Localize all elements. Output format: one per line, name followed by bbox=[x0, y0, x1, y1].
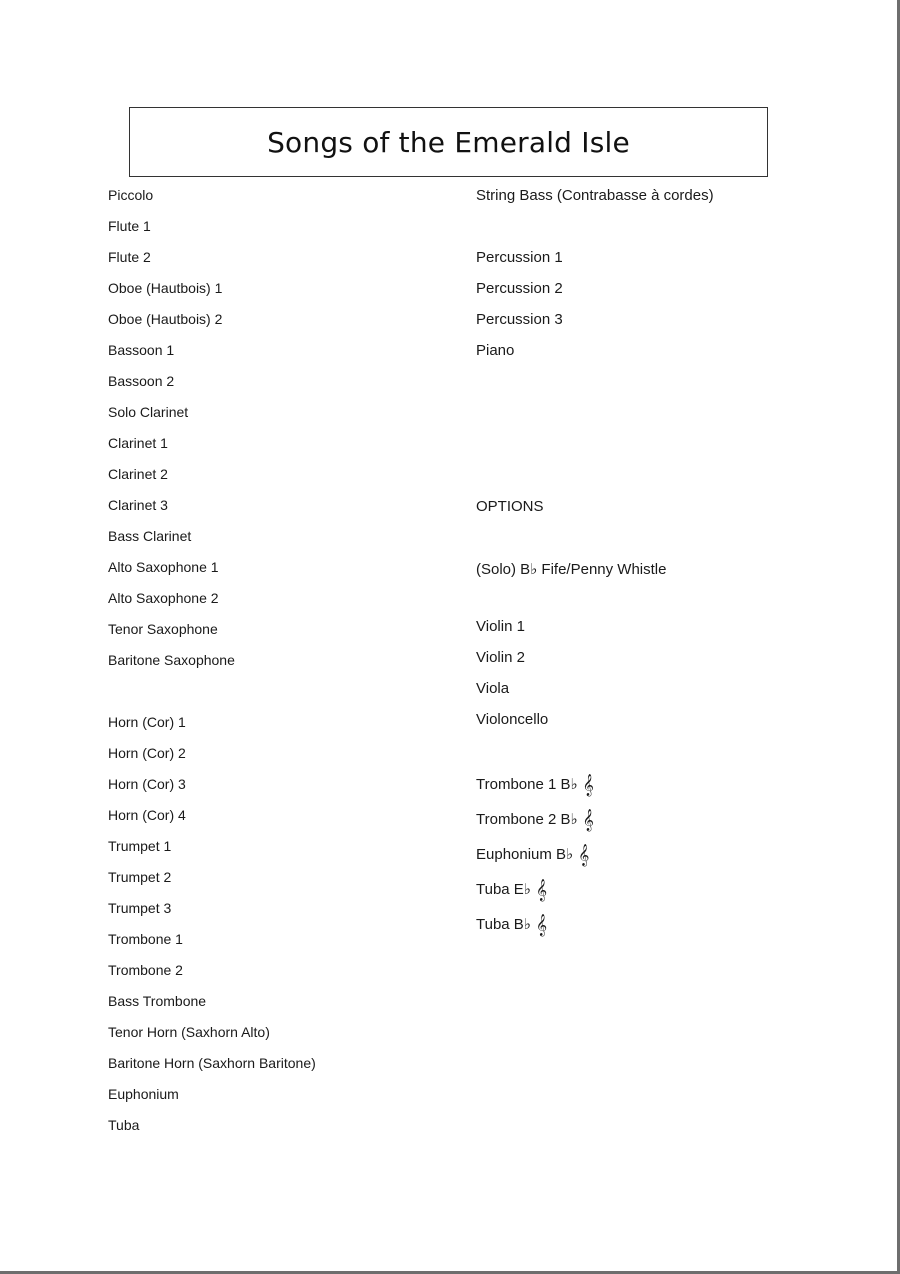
part-bass-trombone: Bass Trombone bbox=[108, 993, 207, 1009]
part-viola: Viola bbox=[476, 680, 510, 697]
part-flute-1: Flute 1 bbox=[108, 218, 151, 234]
part-tuba: Tuba bbox=[108, 1117, 140, 1133]
title-box bbox=[129, 107, 768, 177]
part-bass-clarinet: Bass Clarinet bbox=[108, 528, 192, 544]
part-tenor-horn: Tenor Horn (Saxhorn Alto) bbox=[108, 1024, 270, 1040]
part-horn-3: Horn (Cor) 3 bbox=[108, 776, 186, 792]
part-bassoon-2: Bassoon 2 bbox=[108, 373, 175, 389]
part-trombone-1: Trombone 1 bbox=[108, 931, 183, 947]
part-clarinet-2: Clarinet 2 bbox=[108, 466, 168, 482]
options-heading: OPTIONS bbox=[476, 498, 544, 515]
part-horn-1: Horn (Cor) 1 bbox=[108, 714, 186, 730]
part-tuba-eb-treble bbox=[476, 879, 547, 899]
part-clarinet-3: Clarinet 3 bbox=[108, 497, 168, 513]
part-trombone-2: Trombone 2 bbox=[108, 962, 183, 978]
part-string-bass: String Bass (Contrabasse à cordes) bbox=[476, 187, 714, 204]
part-solo-clarinet: Solo Clarinet bbox=[108, 404, 189, 420]
part-baritone-horn: Baritone Horn (Saxhorn Baritone) bbox=[108, 1055, 316, 1071]
part-trumpet-3: Trumpet 3 bbox=[108, 900, 172, 916]
part-piccolo: Piccolo bbox=[108, 187, 154, 203]
page-title: Songs of the Emerald Isle bbox=[267, 125, 630, 159]
part-tuba-bb-treble bbox=[476, 914, 547, 934]
part-label: Trombone 2 B♭ bbox=[476, 811, 578, 828]
part-flute-2: Flute 2 bbox=[108, 249, 151, 265]
part-trombone-2-treble bbox=[476, 809, 594, 829]
part-alto-sax-2: Alto Saxophone 2 bbox=[108, 590, 219, 606]
part-label: Euphonium B♭ bbox=[476, 846, 574, 863]
part-horn-2: Horn (Cor) 2 bbox=[108, 745, 186, 761]
part-percussion-1: Percussion 1 bbox=[476, 249, 563, 266]
treble-clef-icon: 𝄞 bbox=[535, 914, 548, 936]
treble-clef-icon: 𝄞 bbox=[582, 774, 594, 796]
part-alto-sax-1: Alto Saxophone 1 bbox=[108, 559, 219, 575]
part-oboe-2: Oboe (Hautbois) 2 bbox=[108, 311, 223, 327]
part-baritone-sax: Baritone Saxophone bbox=[108, 652, 235, 668]
part-label: Tuba B♭ bbox=[476, 916, 531, 933]
part-violoncello: Violoncello bbox=[476, 711, 549, 728]
part-euphonium: Euphonium bbox=[108, 1086, 179, 1102]
part-trombone-1-treble bbox=[476, 774, 594, 794]
treble-clef-icon: 𝄞 bbox=[535, 879, 548, 901]
treble-clef-icon: 𝄞 bbox=[582, 809, 594, 831]
part-clarinet-1: Clarinet 1 bbox=[108, 435, 168, 451]
part-percussion-3: Percussion 3 bbox=[476, 311, 563, 328]
part-oboe-1: Oboe (Hautbois) 1 bbox=[108, 280, 223, 296]
treble-clef-icon: 𝄞 bbox=[578, 844, 590, 866]
part-violin-1: Violin 1 bbox=[476, 618, 525, 635]
part-percussion-2: Percussion 2 bbox=[476, 280, 563, 297]
part-bassoon-1: Bassoon 1 bbox=[108, 342, 175, 358]
part-tenor-sax: Tenor Saxophone bbox=[108, 621, 218, 637]
part-label: Tuba E♭ bbox=[476, 881, 531, 898]
part-horn-4: Horn (Cor) 4 bbox=[108, 807, 186, 823]
part-label: Trombone 1 B♭ bbox=[476, 776, 578, 793]
part-piano: Piano bbox=[476, 342, 515, 359]
part-euphonium-treble bbox=[476, 844, 589, 864]
part-violin-2: Violin 2 bbox=[476, 649, 525, 666]
part-trumpet-2: Trumpet 2 bbox=[108, 869, 172, 885]
part-trumpet-1: Trumpet 1 bbox=[108, 838, 172, 854]
part-fife-penny-whistle: (Solo) B♭ Fife/Penny Whistle bbox=[476, 561, 667, 578]
